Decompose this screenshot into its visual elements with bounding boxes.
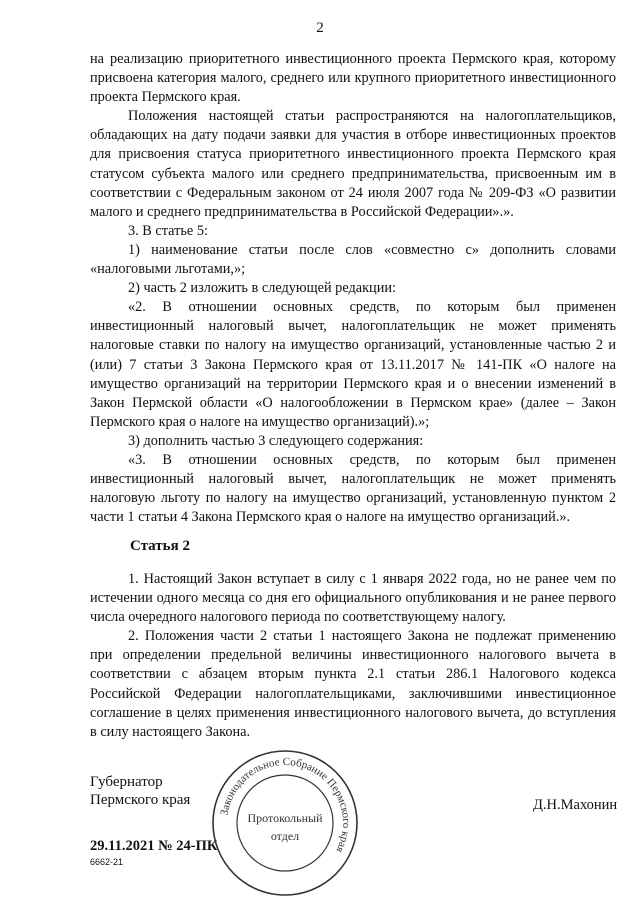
paragraph: 1. Настоящий Закон вступает в силу с 1 января 2022 года, но не ранее чем по истечении одного месяца со дня его официального опубликования и не ранее первого числа очередного налогового периода по соответствующему налогу.	[90, 571, 616, 626]
article-heading: Статья 2	[130, 538, 190, 554]
signatory-title-line: Губернатор	[90, 774, 163, 790]
paragraph: 3. В статье 5:	[128, 222, 208, 239]
svg-text:Законодательное Собрание Пермс: Законодательное Собрание Пермского края	[218, 755, 353, 855]
document-body	[90, 50, 616, 527]
paragraph: «2. В отношении основных средств, по которым был применен инвестиционный налоговый вычет, налогоплательщик не может применять налоговые ставки по налогу на имущество организаций, установленные частью 2 и (или) 7 статьи 3 Закона Пермского края от 13.11.2017 № 141-ПК «О налоге на имущество организаций на территории Пермского края и о внесении изменений в Закон Пермской области «О налогообложении в Пермском крае» (далее – Закон Пермского края о налоге на имущество организаций).»;	[90, 299, 616, 430]
paragraph: «3. В отношении основных средств, по которым был применен инвестиционный налоговый вычет, налогоплательщик не может применять налоговую льготу по налогу на имущество организаций, установленную пунктом 2 части 1 статьи 4 Закона Пермского края о налоге на имущество организаций.».	[90, 451, 616, 526]
date-and-number: 29.11.2021 № 24-ПК	[90, 838, 218, 854]
svg-text:отдел: отдел	[270, 829, 300, 843]
article2-body	[90, 570, 616, 742]
svg-text:Протокольный: Протокольный	[247, 811, 323, 825]
paragraph: 2. Положения части 2 статьи 1 настоящего Закона не подлежат применению при определении предельной величины инвестиционного налогового вычета в соответствии с абзацем вторым пункта 2.1 статьи 286.1 Налогового кодекса Российской Федерации налогоплательщиками, заключившими инвестиционное соглашение в целях применения инвестиционного налогового вычета, до вступления в силу настоящего Закона.	[90, 628, 616, 740]
signatory-title-line: Пермского края	[90, 792, 191, 808]
paragraph: 3) дополнить частью 3 следующего содержания:	[128, 432, 424, 449]
page-number: 2	[316, 20, 324, 36]
seal-stamp	[210, 748, 360, 898]
paragraph: Положения настоящей статьи распространяются на налогоплательщиков, обладающих на дату подачи заявки для участия в отборе инвестиционных проектов для присвоения статуса приоритетного инвестиционного проекта Пермского края статусом субъекта малого или среднего предпринимательства, присвоенным им в соответствии с Федеральным законом от 24 июля 2007 года № 209-ФЗ «О развитии малого и среднего предпринимательства в Российской Федерации».».	[90, 108, 616, 220]
document-code: 6662-21	[90, 857, 124, 867]
signatory-name: Д.Н.Махонин	[533, 797, 618, 813]
paragraph: на реализацию приоритетного инвестиционного проекта Пермского края, которому присвоена категория малого, среднего или крупного приоритетного инвестиционного проекта Пермского края.	[90, 51, 616, 106]
signatory-title	[90, 773, 190, 809]
paragraph: 2) часть 2 изложить в следующей редакции:	[128, 280, 396, 297]
paragraph: 1) наименование статьи после слов «совместно с» дополнить словами «налоговыми льготами,»;	[90, 241, 616, 278]
